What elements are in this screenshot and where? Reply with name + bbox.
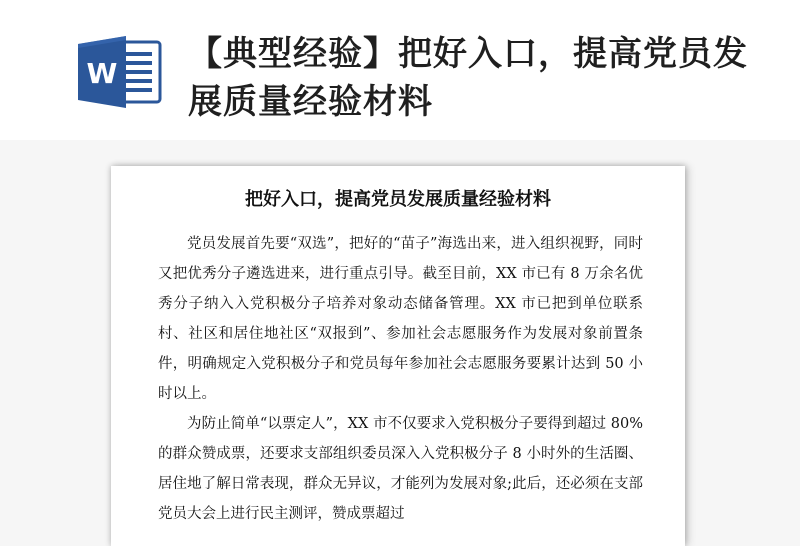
document-body (158, 229, 643, 529)
page-title: 把好入口，提高党员发展质量经验材料 (245, 189, 551, 210)
document-heading: 【典型经验】把好入口，提高党员发展质量经验材料 (188, 34, 748, 122)
word-icon (76, 34, 164, 110)
paragraph: 党员发展首先要“双选”，把好的“苗子”海选出来，进入组织视野，同时又把优秀分子遴选进来，进行重点引导。截至目前，XX 市已有 8 万余名优秀分子纳入入党积极分子培养对象动态储备管理。XX 市已把到单位联系村、社区和居住地社区“双报到”、参加社会志愿服务作为发展对象前置条件，明确规定入党积极分子和党员每年参加社会志愿服务要累计达到 50 小时以上。 (158, 236, 643, 402)
document-page (111, 166, 685, 546)
svg-text:W: W (86, 57, 118, 90)
header-banner (0, 0, 800, 140)
paragraph: 为防止简单“以票定人”，XX 市不仅要求入党积极分子要得到超过 80%的群众赞成票，还要求支部组织委员深入入党积极分子 8 小时外的生活圈、居住地了解日常表现，群众无异议，才能列为发展对象;此后，还必须在支部党员大会上进行民主测评，赞成票超过 (158, 416, 643, 522)
